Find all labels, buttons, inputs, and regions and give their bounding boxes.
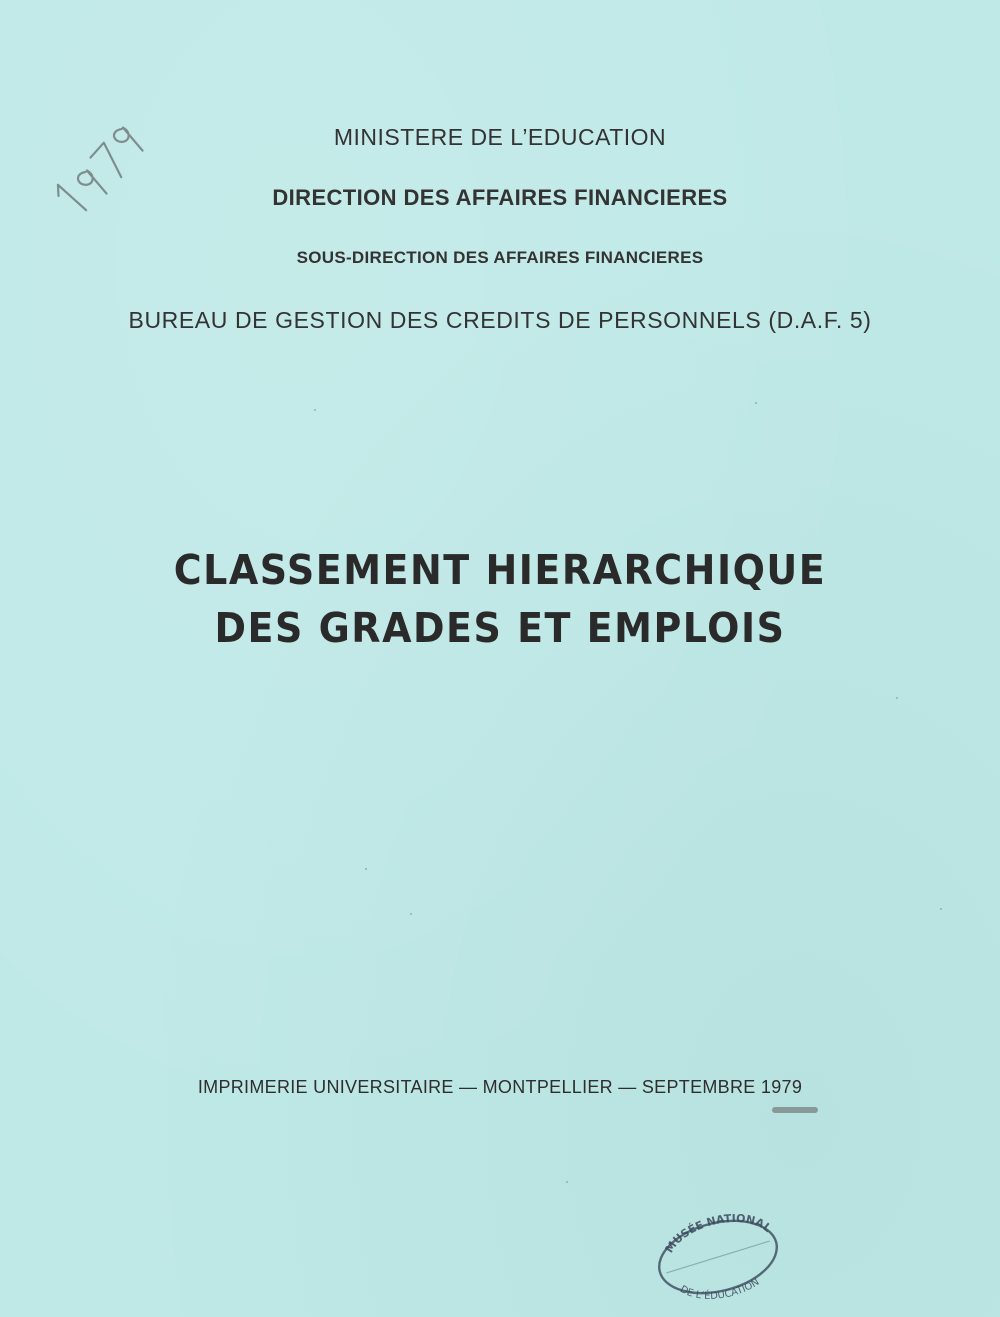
- direction-heading: DIRECTION DES AFFAIRES FINANCIERES: [272, 185, 728, 210]
- sub-direction-heading: SOUS-DIRECTION DES AFFAIRES FINANCIERES: [296, 248, 704, 267]
- svg-text:DE L’ÉDUCATION: DE L’ÉDUCATION: [677, 1276, 762, 1300]
- paper-speck: [314, 409, 316, 411]
- document-title-line-1: CLASSEMENT HIERARCHIQUE: [173, 546, 827, 594]
- paper-speck: [410, 913, 412, 915]
- paper-speck: [566, 1181, 568, 1183]
- paper-speck: [896, 697, 898, 699]
- pencil-underline-mark: [772, 1107, 818, 1113]
- bureau-heading: BUREAU DE GESTION DES CREDITS DE PERSONNELS (D.A.F. 5): [128, 307, 872, 333]
- paper-speck: [365, 868, 367, 870]
- paper-speck: [940, 908, 942, 910]
- svg-text:MUSÉE NATIONAL: MUSÉE NATIONAL: [662, 1214, 774, 1256]
- museum-stamp: [652, 1214, 784, 1300]
- ministry-heading: MINISTERE DE L’EDUCATION: [333, 124, 667, 150]
- paper-speck: [755, 402, 757, 404]
- document-title-line-2: DES GRADES ET EMPLOIS: [214, 604, 786, 652]
- imprint-line: IMPRIMERIE UNIVERSITAIRE — MONTPELLIER — SEPTEMBRE 1979: [197, 1077, 803, 1097]
